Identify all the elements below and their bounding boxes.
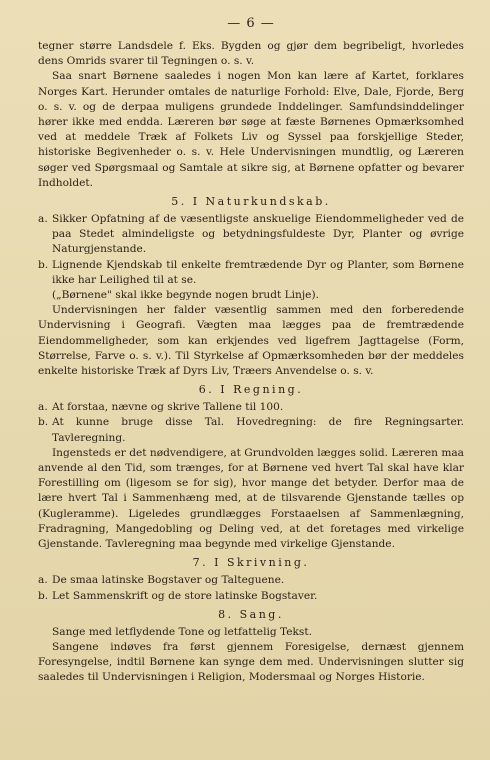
section-8-heading: 8. Sang. (218, 607, 284, 621)
section-8-paragraph-1: Sange med letflydende Tone og letfattelig Tekst. (52, 625, 312, 638)
item-text: Sikker Opfatning af de væsentligste anskuelige Eiendommeligheder ved de paa Stedet almindeligste og betydningsfuldeste Dyr, Planter og øvrige Naturgjenstande. (52, 213, 464, 256)
page-number: — 6 — (227, 16, 275, 31)
section-7-item-a (38, 573, 464, 588)
section-5-heading: 5. I Naturkundskab. (171, 195, 331, 209)
section-6-heading: 6. I Regning. (198, 383, 304, 397)
section-7-heading: 7. I Skrivning. (192, 556, 310, 570)
item-text: At kunne bruge disse Tal. Hovedregning: de fire Regningsarter. Tavleregning. (52, 416, 464, 444)
section-6-item-b (38, 415, 464, 445)
item-marker: b. (38, 589, 49, 602)
item-text: Let Sammenskrift og de store latinske Bogstaver. (52, 589, 318, 602)
item-note: („Børnene" skal ikke begynde nogen brudt Linje). (52, 289, 319, 302)
section-7-item-b (38, 589, 464, 604)
intro-paragraph-map: Saa snart Børnene saaledes i nogen Mon kan lære af Kartet, forklares Norges Kart. Herunder omtales de naturlige Forhold: Elve, Dale, Fjorde, Berg o. s. v. og de derpaa muligens grundede Inddelinger. Samfundsinddelinger hører ikke med endda. Læreren bør søge at fæste Børnenes Opmærksomhed ved at meddele Træk af Folkets Liv og Syssel paa forskjellige Steder, historiske Begivenheder o. s. v. Hele Undervisningen mundtlig, og Læreren søger ved Spørgsmaal og Samtale at sikre sig, at Børnene opfatter og bevarer Indholdet. (38, 70, 464, 189)
item-marker: a. (38, 213, 48, 226)
section-8-paragraph-2: Sangene indøves fra først gjennem Foresigelse, dernæst gjennem Foresyngelse, indtil Børnene kan synge dem med. Undervisningen slutter sig saaledes til Undervisningen i Religion, Modersmaal og Norges Historie. (38, 640, 464, 684)
item-marker: b. (38, 416, 49, 429)
section-6-paragraph: Ingensteds er det nødvendigere, at Grundvolden lægges solid. Læreren maa anvende al den Tid, som trænges, for at Børnene ved hvert Tal skal have klar Forestilling om (ligesom se for sig), hvor mange det betyder. Derfor maa de lære hvert Tal i Sammenhæng med, at de tilsvarende Gjenstande tælles op (Kugleramme). Ligeledes grundlægges Forstaaelsen af Sammenlægning, Fradragning, Mangedobling og Deling ved, at det foretages med virkelige Gjenstande. Tavleregning maa begynde med virkelige Gjenstande. (38, 446, 464, 551)
item-marker: a. (38, 401, 48, 414)
item-marker: b. (38, 258, 49, 271)
section-5-paragraph: Undervisningen her falder væsentlig sammen med den forberedende Undervisning i Geografi. Vægten maa lægges paa de fremtrædende Eiendommeligheder, som kan erkjendes ved ligefrem Jagttagelse (Form, Størrelse, Farve o. s. v.). Til Styrkelse af Opmærksomheden bør der meddeles enkelte historiske Træk af Dyrs Liv, Træers Anvendelse o. s. v. (38, 304, 464, 378)
item-text: De smaa latinske Bogstaver og Talteguene. (52, 574, 285, 587)
item-text: Lignende Kjendskab til enkelte fremtrædende Dyr og Planter, som Børnene ikke har Leilighed til at se. (52, 258, 464, 286)
section-5-item-b (38, 258, 464, 304)
section-6-item-a (38, 400, 464, 415)
intro-paragraph-continued: tegner større Landsdele f. Eks. Bygden og gjør dem begribeligt, hvorledes dens Omrids svarer til Tegningen o. s. v. (38, 40, 464, 68)
item-text: At forstaa, nævne og skrive Tallene til 100. (52, 401, 284, 414)
item-marker: a. (38, 574, 48, 587)
section-5-item-a (38, 212, 464, 258)
